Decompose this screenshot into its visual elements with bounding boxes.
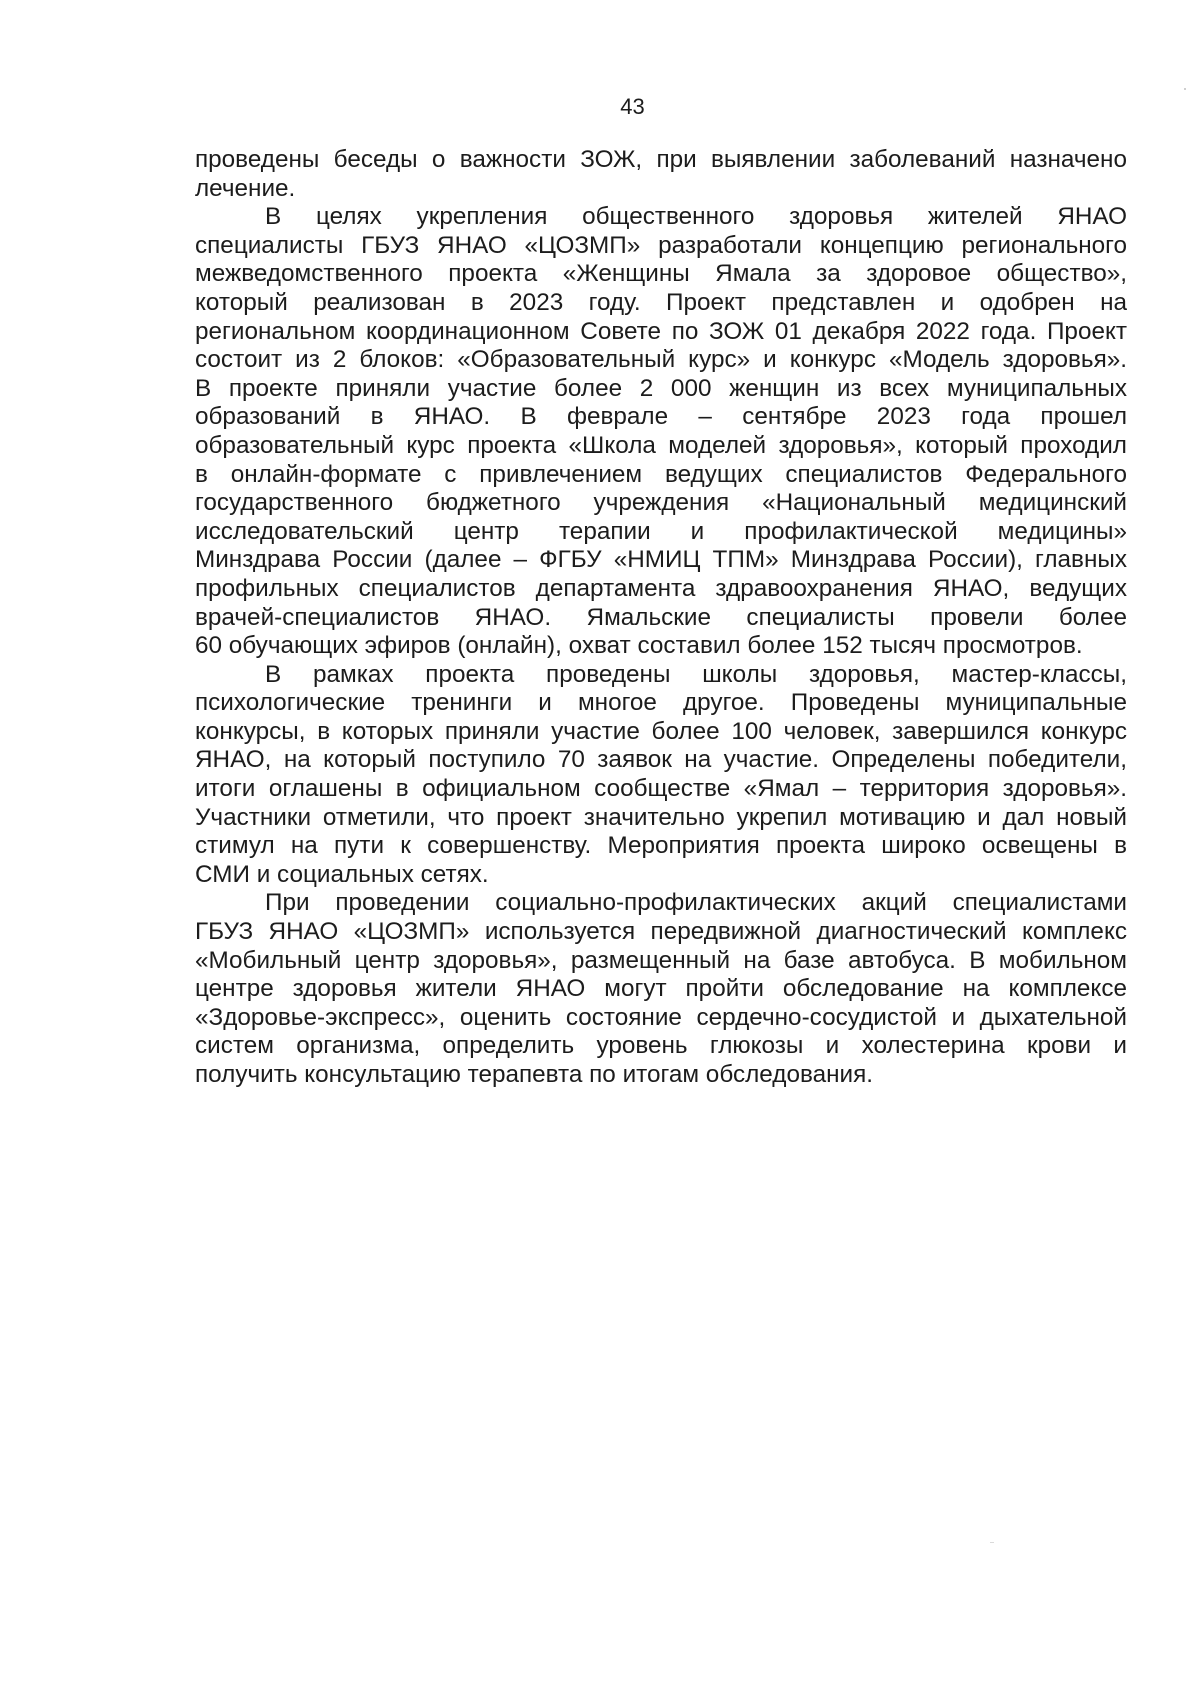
text-line: В рамках проекта проведены школы здоровья, мастер-классы, [265,660,1127,688]
text-line: При проведении социально-профилактических акций специалистами [265,889,1127,917]
text-line: Участники отметили, что проект значительно укрепил мотивацию и дал новый [195,803,1127,831]
text-line: государственного бюджетного учреждения «Национальный медицинский [195,489,1127,517]
paragraph [195,146,1127,203]
text-line: который реализован в 2023 году. Проект представлен и одобрен на [195,288,1127,316]
text-line: стимул на пути к совершенству. Мероприятия проекта широко освещены в [195,832,1127,860]
text-line: Минздрава России (далее – ФГБУ «НМИЦ ТПМ» Минздрава России), главных [195,546,1127,574]
text-line: исследовательский центр терапии и профилактической медицины» [195,517,1127,545]
text-line: профильных специалистов департамента здравоохранения ЯНАО, ведущих [195,574,1127,602]
text-line: проведены беседы о важности ЗОЖ, при выявлении заболеваний назначено [195,146,1127,173]
text-line: состоит из 2 блоков: «Образовательный курс» и конкурс «Модель здоровья». [195,346,1127,374]
text-line: образований в ЯНАО. В феврале – сентябре 2023 года прошел [195,403,1127,431]
text-line: образовательный курс проекта «Школа моделей здоровья», который проходил [195,431,1127,459]
text-line: ГБУЗ ЯНАО «ЦОЗМП» используется передвижной диагностический комплекс [195,918,1127,946]
text-line: «Мобильный центр здоровья», размещенный на базе автобуса. В мобильном [195,946,1127,974]
text-line: В целях укрепления общественного здоровья жителей ЯНАО [265,203,1127,231]
paragraph [195,203,1127,661]
scan-speck [990,1542,994,1543]
text-line: систем организма, определить уровень глюкозы и холестерина крови и [195,1032,1127,1060]
text-line: ЯНАО, на который поступило 70 заявок на участие. Определены победители, [195,746,1127,774]
document-body [195,146,1127,1090]
paragraph [195,661,1127,890]
text-line: «Здоровье-экспресс», оценить состояние сердечно-сосудистой и дыхательной [195,1003,1127,1031]
text-line: специалисты ГБУЗ ЯНАО «ЦОЗМП» разработали концепцию регионального [195,231,1127,259]
text-line: конкурсы, в которых приняли участие более 100 человек, завершился конкурс [195,717,1127,745]
text-line: лечение. [195,174,296,202]
text-line: СМИ и социальных сетях. [195,860,489,888]
text-line: В проекте приняли участие более 2 000 женщин из всех муниципальных [195,374,1127,402]
text-line: межведомственного проекта «Женщины Ямала за здоровое общество», [195,260,1127,288]
text-line: 60 обучающих эфиров (онлайн), охват составил более 152 тысяч просмотров. [195,632,1083,660]
text-line: региональном координационном Совете по ЗОЖ 01 декабря 2022 года. Проект [195,317,1127,345]
text-line: получить консультацию терапевта по итогам обследования. [195,1061,873,1088]
text-line: врачей-специалистов ЯНАО. Ямальские специалисты провели более [195,603,1127,631]
page-number: 43 [620,94,645,119]
paragraph [195,889,1127,1089]
text-line: психологические тренинги и многое другое. Проведены муниципальные [195,689,1127,717]
scan-speck [1184,88,1186,90]
text-line: центре здоровья жители ЯНАО могут пройти обследование на комплексе [195,975,1127,1003]
text-line: итоги оглашены в официальном сообществе «Ямал – территория здоровья». [195,775,1127,803]
text-line: в онлайн-формате с привлечением ведущих специалистов Федерального [195,460,1127,488]
